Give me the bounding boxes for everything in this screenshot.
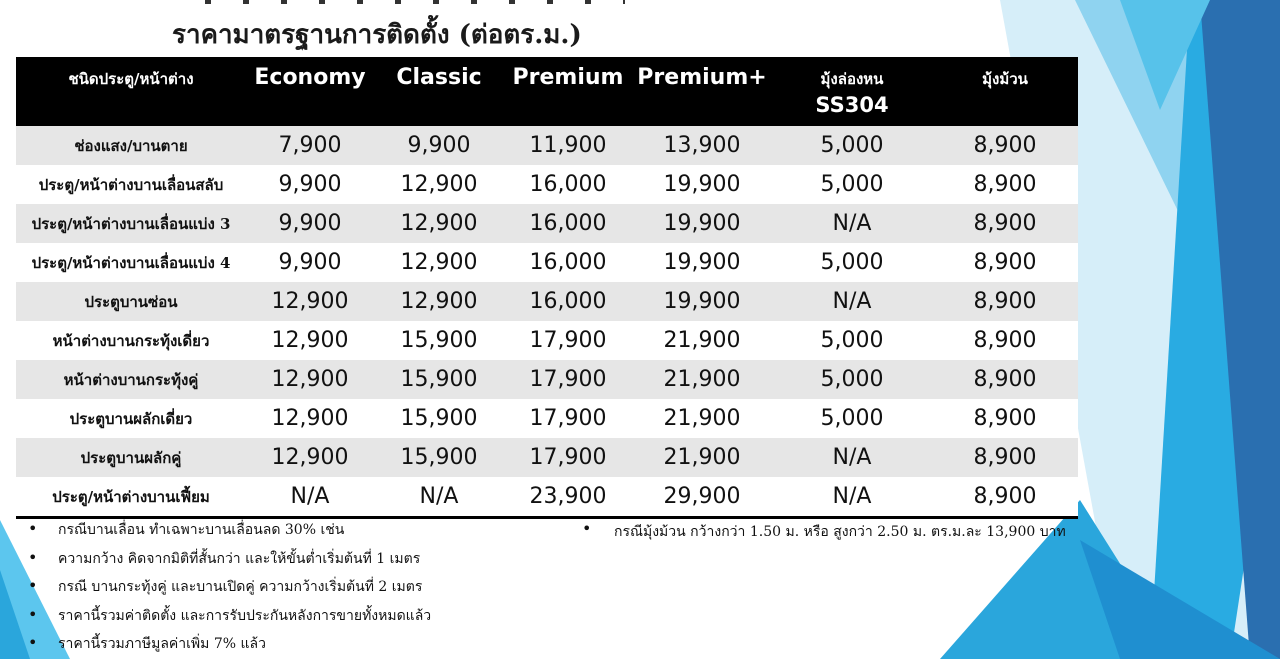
table-row	[16, 360, 1078, 399]
price-cell: 12,900	[246, 282, 374, 321]
price-cell: 8,900	[932, 321, 1078, 360]
price-cell: N/A	[772, 282, 932, 321]
header-cell-type	[16, 57, 246, 126]
price-cell: 12,900	[246, 399, 374, 438]
table-header-row	[16, 57, 1078, 126]
price-cell: 17,900	[504, 438, 632, 477]
note-item: • กรณี บานกระทุ้งคู่ และบานเปิดคู่ ความกว้างเริ่มต้นที่ 2 เมตร	[24, 576, 431, 605]
header-label: มุ้งม้วน	[982, 70, 1028, 88]
price-cell: 12,900	[374, 243, 504, 282]
price-cell: 12,900	[374, 204, 504, 243]
header-label: มุ้งล่องหน	[820, 70, 884, 88]
price-cell: 7,900	[246, 126, 374, 165]
price-cell: 12,900	[374, 165, 504, 204]
note-item: • ความกว้าง คิดจากมิติที่สั้นกว่า และให้ขั้นต่ำเริ่มต้นที่ 1 เมตร	[24, 548, 431, 577]
price-cell: N/A	[772, 204, 932, 243]
price-cell: 19,900	[632, 165, 772, 204]
price-cell: 16,000	[504, 204, 632, 243]
header-label: Premium	[512, 65, 624, 90]
roller-screen-note: • กรณีมุ้งม้วน กว้างกว่า 1.50 ม. หรือ สูงกว่า 2.50 ม. ตร.ม.ละ 13,900 บาท	[580, 521, 1066, 543]
row-label: ประตูบานผลักคู่	[16, 438, 246, 477]
table-row	[16, 477, 1078, 518]
price-cell: 29,900	[632, 477, 772, 518]
cropped-heading-remnant	[205, 0, 625, 4]
table-row	[16, 399, 1078, 438]
row-label: หน้าต่างบานกระทุ้งคู่	[16, 360, 246, 399]
row-label: ประตู/หน้าต่างบานเลื่อนแบ่ง 3	[16, 204, 246, 243]
price-cell: 23,900	[504, 477, 632, 518]
header-cell-premium-plus	[632, 57, 772, 126]
price-cell: 12,900	[246, 438, 374, 477]
price-table	[16, 57, 1078, 519]
price-cell: N/A	[772, 477, 932, 518]
price-cell: 5,000	[772, 243, 932, 282]
price-cell: 8,900	[932, 438, 1078, 477]
price-cell: 15,900	[374, 321, 504, 360]
price-cell: 17,900	[504, 360, 632, 399]
row-label: ช่องแสง/บานตาย	[16, 126, 246, 165]
price-cell: 9,900	[246, 204, 374, 243]
price-cell: 16,000	[504, 243, 632, 282]
price-cell: 21,900	[632, 399, 772, 438]
price-cell: 8,900	[932, 282, 1078, 321]
price-cell: 8,900	[932, 204, 1078, 243]
price-cell: 16,000	[504, 282, 632, 321]
price-cell: 8,900	[932, 360, 1078, 399]
price-cell: N/A	[772, 438, 932, 477]
price-cell: 8,900	[932, 126, 1078, 165]
table-row	[16, 126, 1078, 165]
note-item: • ราคานี้รวมค่าติดตั้ง และการรับประกันหลังการขายทั้งหมดแล้ว	[24, 605, 431, 634]
price-cell: 19,900	[632, 282, 772, 321]
header-cell-premium	[504, 57, 632, 126]
header-label: Economy	[254, 65, 366, 90]
price-cell: 5,000	[772, 321, 932, 360]
note-item: • กรณีบานเลื่อน ทำเฉพาะบานเลื่อนลด 30% เช่น	[24, 519, 431, 548]
price-cell: 9,900	[246, 243, 374, 282]
price-cell: 8,900	[932, 477, 1078, 518]
row-label: ประตูบานผลักเดี่ยว	[16, 399, 246, 438]
price-cell: 17,900	[504, 399, 632, 438]
row-label: หน้าต่างบานกระทุ้งเดี่ยว	[16, 321, 246, 360]
header-label: Premium+	[637, 65, 767, 90]
price-cell: 21,900	[632, 360, 772, 399]
row-label: ประตู/หน้าต่างบานเลื่อนแบ่ง 4	[16, 243, 246, 282]
table-row	[16, 243, 1078, 282]
row-label: ประตู/หน้าต่างบานเฟี้ยม	[16, 477, 246, 518]
table-row	[16, 204, 1078, 243]
header-cell-classic	[374, 57, 504, 126]
price-cell: 19,900	[632, 204, 772, 243]
price-cell: 21,900	[632, 438, 772, 477]
price-cell: 13,900	[632, 126, 772, 165]
table-row	[16, 321, 1078, 360]
table-row	[16, 438, 1078, 477]
price-cell: 12,900	[246, 360, 374, 399]
price-cell: 5,000	[772, 165, 932, 204]
price-cell: 16,000	[504, 165, 632, 204]
price-cell: 15,900	[374, 399, 504, 438]
price-cell: 12,900	[374, 282, 504, 321]
price-cell: N/A	[374, 477, 504, 518]
header-cell-invisible-screen	[772, 57, 932, 126]
price-cell: 19,900	[632, 243, 772, 282]
price-cell: 15,900	[374, 438, 504, 477]
price-cell: 12,900	[246, 321, 374, 360]
header-sublabel: SS304	[815, 93, 889, 117]
price-cell: 5,000	[772, 399, 932, 438]
price-cell: N/A	[246, 477, 374, 518]
price-cell: 8,900	[932, 165, 1078, 204]
header-label: Classic	[396, 65, 482, 90]
header-label: ชนิดประตู/หน้าต่าง	[68, 70, 194, 88]
notes-list	[24, 519, 431, 662]
price-cell: 5,000	[772, 360, 932, 399]
price-cell: 8,900	[932, 399, 1078, 438]
price-cell: 15,900	[374, 360, 504, 399]
header-cell-economy	[246, 57, 374, 126]
price-cell: 11,900	[504, 126, 632, 165]
row-label: ประตู/หน้าต่างบานเลื่อนสลับ	[16, 165, 246, 204]
row-label: ประตูบานซ่อน	[16, 282, 246, 321]
note-item: • ราคานี้รวมภาษีมูลค่าเพิ่ม 7% แล้ว	[24, 633, 431, 662]
price-cell: 9,900	[246, 165, 374, 204]
price-cell: 21,900	[632, 321, 772, 360]
table-row	[16, 282, 1078, 321]
price-cell: 8,900	[932, 243, 1078, 282]
price-cell: 9,900	[374, 126, 504, 165]
page-title: ราคามาตรฐานการติดตั้ง (ต่อตร.ม.)	[172, 20, 582, 50]
price-cell: 17,900	[504, 321, 632, 360]
header-cell-roller-screen	[932, 57, 1078, 126]
price-cell: 5,000	[772, 126, 932, 165]
table-row	[16, 165, 1078, 204]
